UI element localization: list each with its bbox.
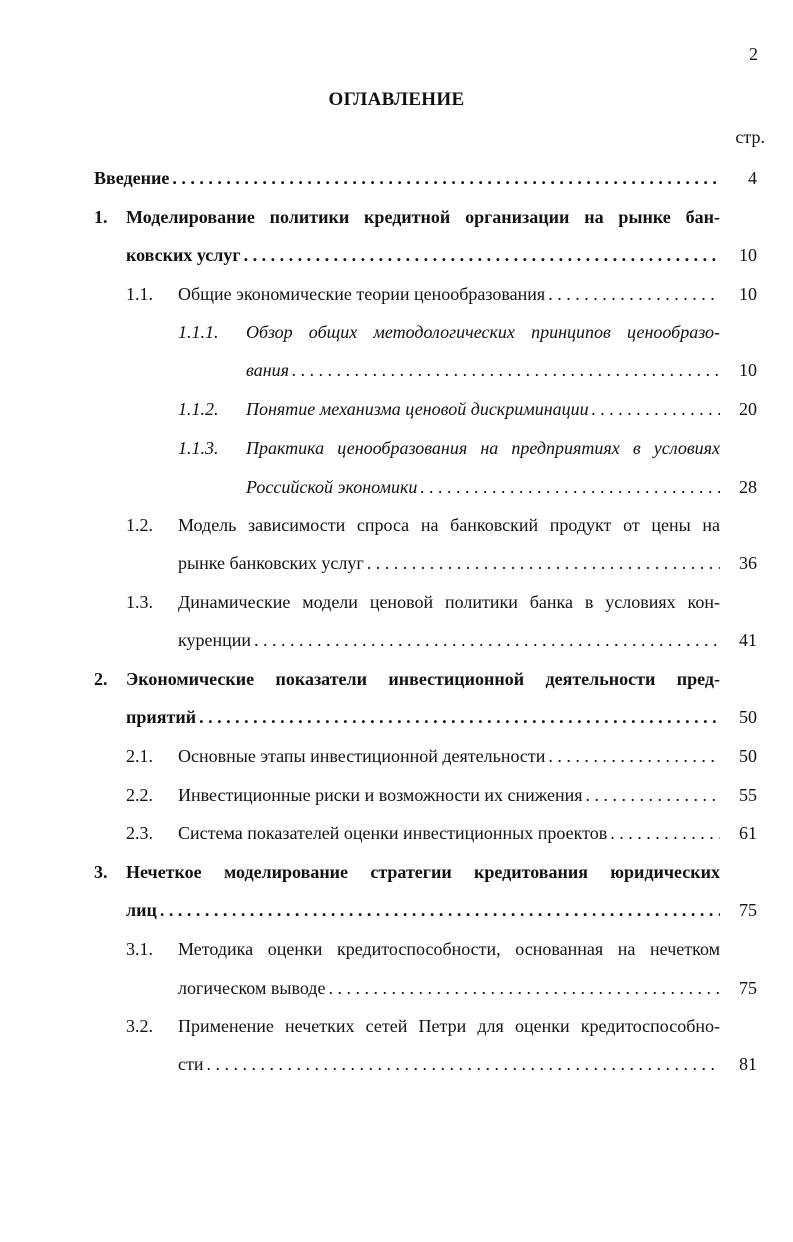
toc-page-1-3: 41 [739, 630, 757, 650]
toc-chapter-3-number: 3. [94, 862, 108, 882]
toc-page-3-2: 81 [739, 1054, 757, 1074]
toc-section-1-2-number: 1.2. [126, 515, 153, 535]
toc-subsection-1-1-2-number: 1.1.2. [178, 399, 219, 419]
toc-section-2-2-number: 2.2. [126, 785, 153, 805]
toc-section-2-3[interactable]: Система показателей оценки инвестиционных проектов . . . [178, 821, 720, 845]
dot-leader [160, 898, 720, 922]
toc-entry-intro[interactable]: Введение . . . [94, 166, 720, 190]
toc-page-intro: 4 [748, 168, 757, 188]
dot-leader [328, 976, 720, 1000]
toc-page-chapter-1: 10 [739, 245, 757, 265]
toc-page-1-1-1: 10 [739, 360, 757, 380]
toc-section-3-2-number: 3.2. [126, 1016, 153, 1036]
toc-chapter-1-number: 1. [94, 207, 108, 227]
toc-section-1-3-line2[interactable]: куренции . . . [178, 628, 720, 652]
toc-chapter-1-title-line2[interactable]: ковских услуг . . . [126, 243, 720, 267]
dot-leader [172, 166, 720, 190]
toc-chapter-3-title-line1[interactable]: Нечеткое моделирование стратегии кредитования юридических [126, 862, 720, 882]
toc-section-3-2-line2[interactable]: сти . . . [178, 1052, 720, 1076]
toc-section-1-3-number: 1.3. [126, 592, 153, 612]
toc-page-1-2: 36 [739, 553, 757, 573]
dot-leader [548, 744, 720, 768]
toc-page-2-3: 61 [739, 823, 757, 843]
toc-chapter-2-title-line1[interactable]: Экономические показатели инвестиционной деятельности пред- [126, 669, 720, 689]
toc-subsection-1-1-1-number: 1.1.1. [178, 322, 219, 342]
toc-section-1-1-number: 1.1. [126, 284, 153, 304]
toc-page-chapter-3: 75 [739, 900, 757, 920]
toc-chapter-2-title-line2[interactable]: приятий . . . [126, 705, 720, 729]
toc-title: ОГЛАВЛЕНИЕ [328, 89, 465, 110]
toc-section-1-1[interactable]: Общие экономические теории ценообразования . . . [178, 282, 720, 306]
dot-leader [254, 628, 720, 652]
toc-subsection-1-1-1-line2[interactable]: вания . . . [246, 358, 720, 382]
toc-section-3-1-line1[interactable]: Методика оценки кредитоспособности, основанная на нечетком [178, 939, 720, 959]
dot-leader [610, 821, 720, 845]
page-column-header: стр. [735, 127, 765, 147]
toc-chapter-3-title-line2[interactable]: лиц . . . [126, 898, 720, 922]
dot-leader [548, 282, 720, 306]
toc-section-2-2[interactable]: Инвестиционные риски и возможности их снижения . . . [178, 783, 720, 807]
toc-subsection-1-1-3-line2[interactable]: Российской экономики . . . [246, 475, 720, 499]
dot-leader [367, 551, 720, 575]
toc-page-1-1-3: 28 [739, 477, 757, 497]
toc-section-1-2-line2[interactable]: рынке банковских услуг . . . [178, 551, 720, 575]
toc-page-3-1: 75 [739, 978, 757, 998]
toc-section-1-3-line1[interactable]: Динамические модели ценовой политики банка в условиях кон- [178, 592, 720, 612]
dot-leader [592, 397, 720, 421]
dot-leader [244, 243, 720, 267]
toc-chapter-2-number: 2. [94, 669, 108, 689]
page-number: 2 [749, 44, 758, 64]
toc-section-3-1-number: 3.1. [126, 939, 153, 959]
toc-section-3-1-line2[interactable]: логическом выводе . . . [178, 976, 720, 1000]
toc-page-2-1: 50 [739, 746, 757, 766]
toc-chapter-1-title-line1[interactable]: Моделирование политики кредитной организации на рынке бан- [126, 207, 720, 227]
toc-page-2-2: 55 [739, 785, 757, 805]
dot-leader [199, 705, 720, 729]
dot-leader [207, 1052, 721, 1076]
toc-page-1-1-2: 20 [739, 399, 757, 419]
toc-page-1-1: 10 [739, 284, 757, 304]
toc-subsection-1-1-3-number: 1.1.3. [178, 438, 219, 458]
toc-subsection-1-1-2[interactable]: Понятие механизма ценовой дискриминации . . . [246, 397, 720, 421]
toc-section-2-1-number: 2.1. [126, 746, 153, 766]
dot-leader [420, 475, 720, 499]
toc-subsection-1-1-3-line1[interactable]: Практика ценообразования на предприятиях в условиях [246, 438, 720, 458]
dot-leader [292, 358, 720, 382]
toc-section-3-2-line1[interactable]: Применение нечетких сетей Петри для оценки кредитоспособно- [178, 1016, 720, 1036]
toc-subsection-1-1-1-line1[interactable]: Обзор общих методологических принципов ценообразо- [246, 322, 720, 342]
toc-page-chapter-2: 50 [739, 707, 757, 727]
dot-leader [586, 783, 721, 807]
toc-section-2-3-number: 2.3. [126, 823, 153, 843]
toc-section-2-1[interactable]: Основные этапы инвестиционной деятельности . . . [178, 744, 720, 768]
toc-section-1-2-line1[interactable]: Модель зависимости спроса на банковский продукт от цены на [178, 515, 720, 535]
